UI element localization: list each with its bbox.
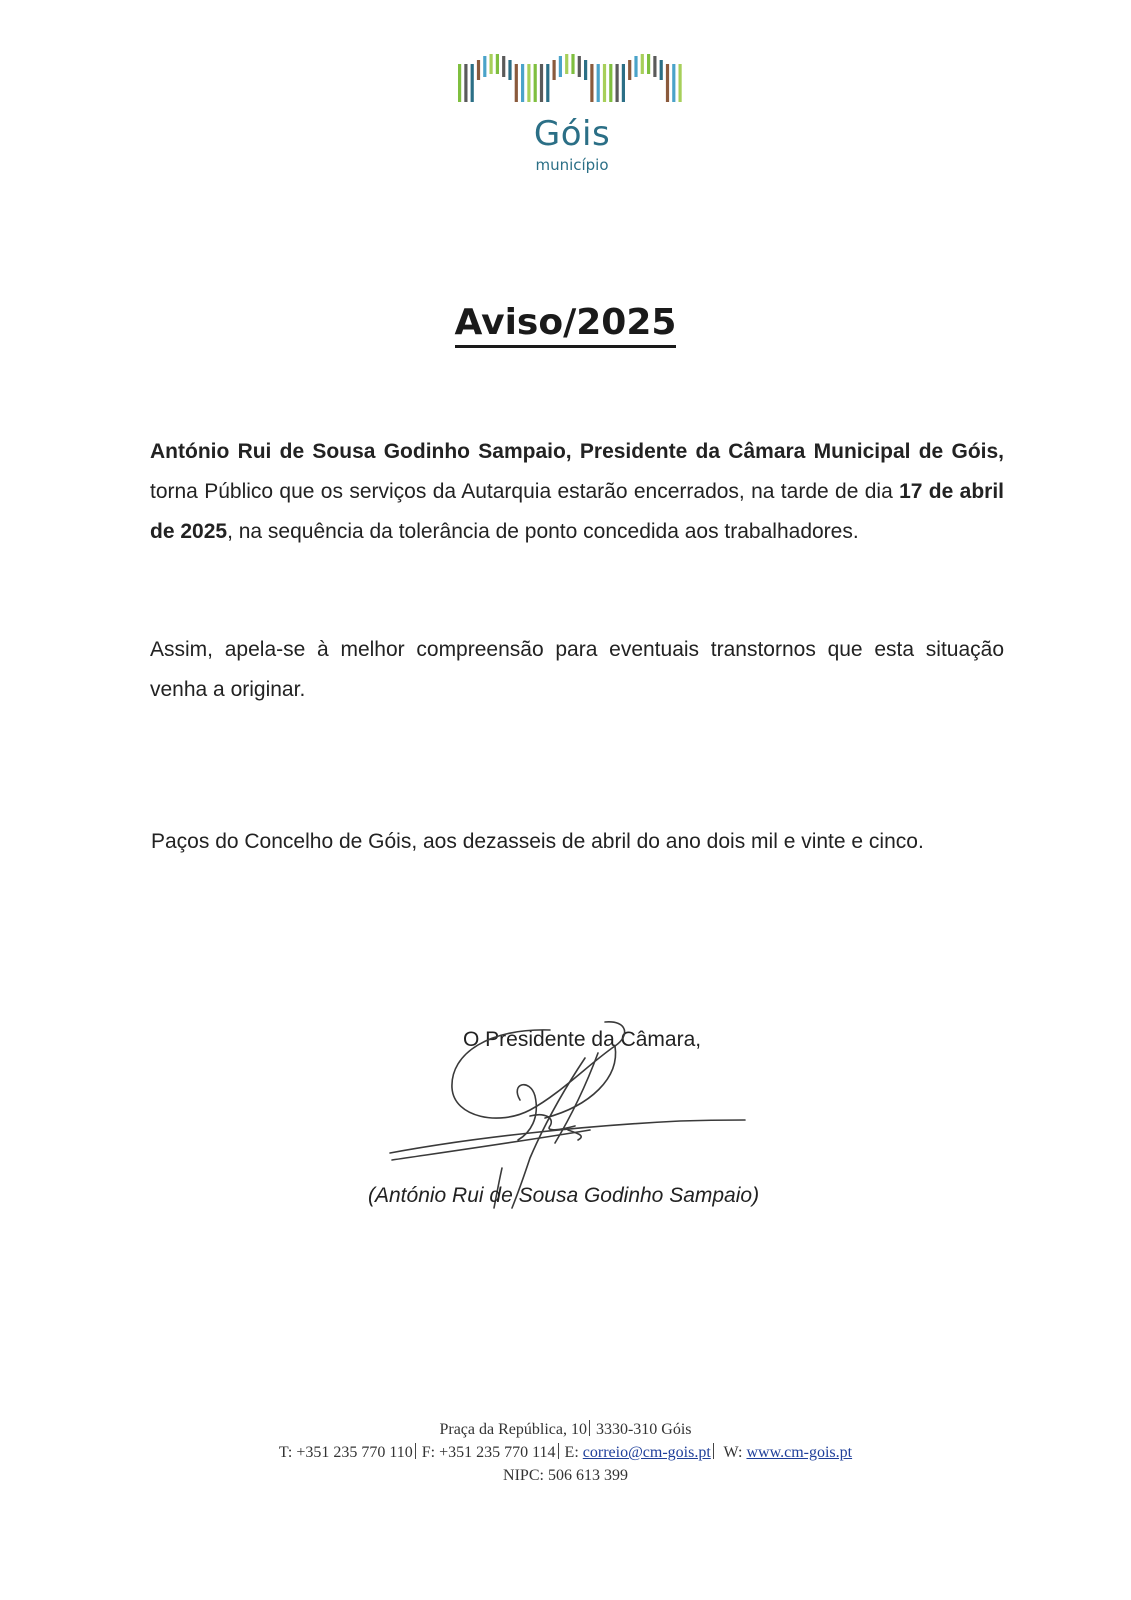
logo-bar (508, 60, 511, 80)
municipality-logo (456, 50, 688, 174)
logo-bar (666, 64, 669, 102)
logo-bar (502, 56, 505, 77)
logo-bar (559, 56, 562, 77)
logo-bar (553, 60, 556, 80)
logo-bar (634, 56, 637, 77)
logo-bar (540, 64, 543, 102)
footer (0, 1418, 1131, 1487)
logo-bar (603, 64, 606, 102)
apology-paragraph: Assim, apela-se à melhor compreensão para eventuais transtornos que esta situação venha a originar. (150, 638, 1004, 701)
signature-label: O Presidente da Câmara, (463, 1028, 702, 1051)
logo-bar (679, 64, 682, 102)
logo-bar (647, 54, 650, 74)
logo-bar (628, 60, 631, 80)
logo-bar (496, 54, 499, 74)
logo-bar (578, 56, 581, 77)
page-title: Aviso/2025 (0, 302, 1131, 343)
logo-bar (590, 64, 593, 102)
footer-fax: F: +351 235 770 114 (421, 1444, 556, 1461)
logo-bar (527, 64, 530, 102)
logo-bar (515, 64, 518, 102)
logo-bar (609, 64, 612, 102)
logo-subtitle: município (535, 156, 609, 174)
footer-web-link[interactable]: www.cm-gois.pt (746, 1444, 853, 1461)
logo-bar (660, 60, 663, 80)
logo-bar (584, 60, 587, 80)
logo-bar (616, 64, 619, 102)
footer-nipc: NIPC: 506 613 399 (503, 1467, 628, 1484)
arches-logo-icon (456, 50, 688, 110)
logo-bar (458, 64, 461, 102)
logo-bar (571, 54, 574, 74)
footer-address-line: Praça da República, 10 3330-310 Góis (439, 1421, 692, 1438)
footer-phone: T: +351 235 770 110 (278, 1444, 413, 1461)
logo-bar (597, 64, 600, 102)
logo-bar (653, 56, 656, 77)
footer-email-link[interactable]: correio@cm-gois.pt (582, 1444, 711, 1461)
logo-bar (672, 64, 675, 102)
logo-bar (464, 64, 467, 102)
logo-bar (546, 64, 549, 102)
signatory-name: (António Rui de Sousa Godinho Sampaio) (368, 1184, 760, 1207)
president-name: António Rui de Sousa Godinho Sampaio, Presidente da Câmara Municipal de Góis, (150, 440, 1004, 463)
announcement-paragraph: António Rui de Sousa Godinho Sampaio, Presidente da Câmara Municipal de Góis, torna Público que os serviços da Autarquia estarão encerrados, na tarde de dia 17 de abril de 2025, na sequência da tolerância de ponto concedida aos trabalhadores. (150, 440, 1004, 543)
logo-name: Góis (533, 114, 611, 154)
closing-line: Paços do Concelho de Góis, aos dezasseis de abril do ano dois mil e vinte e cinco. (151, 830, 924, 853)
footer-contact-line: T: +351 235 770 110 F: +351 235 770 114 E: correio@cm-gois.pt W: www.cm-gois.pt (278, 1444, 853, 1461)
logo-bar (565, 54, 568, 74)
logo-bar (622, 64, 625, 102)
logo-bar (471, 64, 474, 102)
logo-bar (534, 64, 537, 102)
closure-date: 17 de abril de 2025 (150, 480, 1004, 543)
logo-bar (490, 54, 493, 74)
logo-bar (477, 60, 480, 80)
logo-bar (483, 56, 486, 77)
logo-bar (521, 64, 524, 102)
logo-bar (641, 54, 644, 74)
